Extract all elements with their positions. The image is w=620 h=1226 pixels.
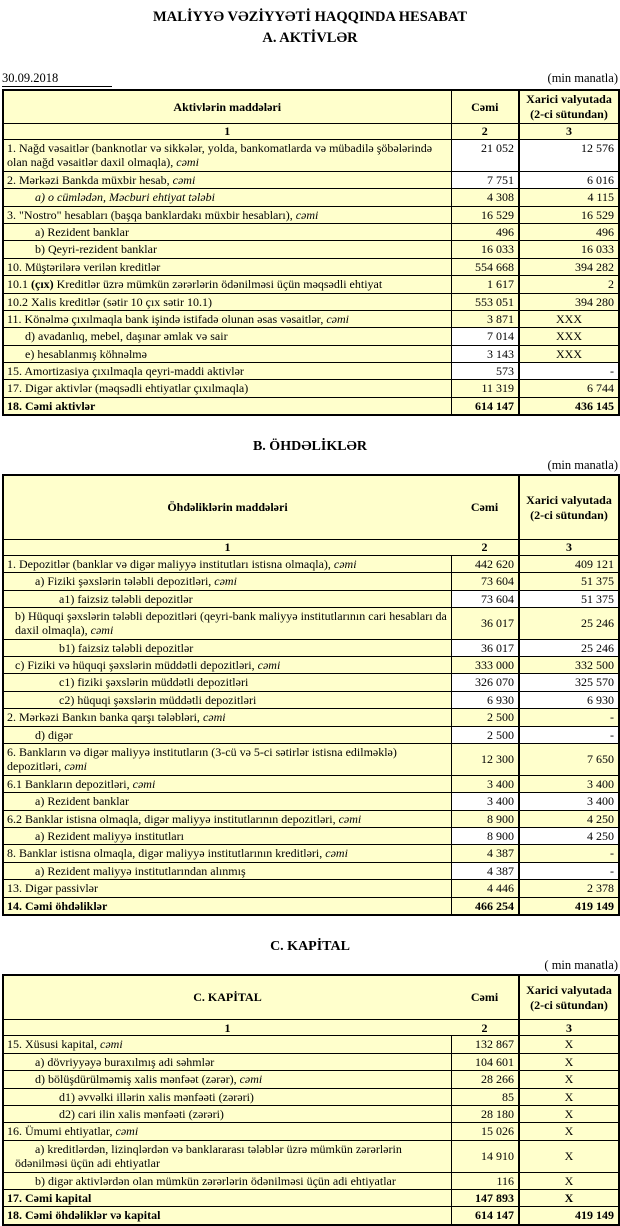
table-row: [3, 657, 619, 674]
row-label: [3, 709, 451, 726]
total-value-cell: 4 387: [451, 862, 519, 879]
label-text: cəmi: [64, 759, 87, 774]
total-value-cell: 16 033: [451, 241, 519, 258]
row-label: [3, 639, 451, 656]
foreign-currency-value-cell: 4 250: [519, 810, 619, 827]
liabilities-index-row: [3, 539, 619, 555]
foreign-currency-value-cell: 51 375: [519, 590, 619, 607]
total-value-cell: 553 051: [451, 293, 519, 310]
section-a-title: A. AKTİVLƏR: [262, 30, 358, 46]
report-date: 30.09.2018: [2, 71, 112, 87]
table-row: [3, 363, 619, 380]
label-text: 14. Cəmi öhdəliklər: [7, 898, 108, 913]
table-row: [3, 241, 619, 258]
label-text: 11. Könəlmə çıxılmaqla bank işində istifadə olunan əsas vəsaitlər,: [7, 311, 327, 326]
total-value-cell: 3 400: [451, 775, 519, 792]
total-value-cell: 3 143: [451, 345, 519, 362]
label-text: 6.1 Bankların depozitləri,: [7, 776, 133, 791]
table-row: [3, 310, 619, 327]
table-row: [3, 1207, 619, 1225]
total-value-cell: 104 601: [451, 1053, 519, 1070]
label-text: cəmi: [239, 1072, 263, 1087]
table-row: [3, 1071, 619, 1088]
assets-table: [2, 89, 620, 416]
label-text: a) Fiziki şəxslərin tələbli depozitləri,: [35, 574, 215, 589]
row-label: [3, 1036, 451, 1053]
row-label: [3, 726, 451, 743]
label-text: 16. Ümumi ehtiyatlar,: [7, 1124, 116, 1139]
total-value-cell: 132 867: [451, 1036, 519, 1053]
table-row: [3, 828, 619, 845]
table-row: [3, 573, 619, 590]
foreign-currency-value-cell: 12 576: [519, 140, 619, 172]
table-row: [3, 775, 619, 792]
row-label: [3, 380, 451, 397]
label-text: cəmi: [132, 776, 156, 791]
capital-header-col2: Cəmi: [451, 975, 519, 1020]
row-label: [3, 691, 451, 708]
unit-note-b: (min manatla): [547, 458, 618, 473]
row-label: [3, 140, 451, 172]
foreign-currency-value-cell: XXX: [519, 345, 619, 362]
row-label: [3, 674, 451, 691]
table-row: [3, 845, 619, 862]
index-cell: 1: [3, 539, 451, 555]
row-label: [3, 744, 451, 776]
table-row: [3, 555, 619, 572]
label-text: 10. Müştərilərə verilən kreditlər: [7, 259, 161, 274]
table-row: [3, 862, 619, 879]
row-label: [3, 897, 451, 915]
foreign-currency-value-cell: 25 246: [519, 607, 619, 639]
foreign-currency-value-cell: 496: [519, 223, 619, 240]
label-text: c) Fiziki və hüquqi şəxslərin müddətli depozitləri,: [15, 658, 258, 673]
foreign-currency-value-cell: -: [519, 363, 619, 380]
row-label: [3, 310, 451, 327]
foreign-currency-value-cell: X: [519, 1071, 619, 1088]
total-value-cell: 36 017: [451, 607, 519, 639]
row-label: [3, 345, 451, 362]
label-text: a) Rezident banklar: [35, 224, 129, 239]
assets-header-col2: Cəmi: [451, 90, 519, 124]
table-row: [3, 810, 619, 827]
label-text: cəmi: [172, 172, 196, 187]
label-text: cəmi: [115, 1124, 139, 1139]
foreign-currency-value-cell: 394 280: [519, 293, 619, 310]
assets-header-row: [3, 90, 619, 124]
row-label: [3, 793, 451, 810]
label-text: a) dövriyyəyə buraxılmış adi səhmlər: [35, 1054, 215, 1069]
row-label: [3, 397, 451, 415]
total-value-cell: 4 446: [451, 880, 519, 897]
row-label: [3, 573, 451, 590]
total-value-cell: 28 180: [451, 1106, 519, 1123]
label-text: 2. Mərkəzi Bankın banka qarşı tələbləri,: [7, 710, 203, 725]
total-value-cell: 36 017: [451, 639, 519, 656]
row-label: [3, 590, 451, 607]
row-label: [3, 1053, 451, 1070]
label-text: 6.2 Banklar istisna olmaqla, digər maliyyə institutlarının depozitləri,: [7, 811, 339, 826]
total-value-cell: 496: [451, 223, 519, 240]
capital-header-row: [3, 975, 619, 1020]
liabilities-header-col1: Öhdəliklərin maddələri: [3, 475, 451, 539]
foreign-currency-value-cell: -: [519, 726, 619, 743]
foreign-currency-value-cell: 6 016: [519, 171, 619, 188]
table-row: [3, 171, 619, 188]
total-value-cell: 614 147: [451, 1207, 519, 1225]
total-value-cell: 614 147: [451, 397, 519, 415]
foreign-currency-value-cell: 6 930: [519, 691, 619, 708]
label-text: a1) faizsiz tələbli depozitlər: [59, 591, 193, 606]
label-text: d2) cari ilin xalis mənfəəti (zərəri): [59, 1107, 224, 1122]
table-row: [3, 223, 619, 240]
row-label: [3, 363, 451, 380]
foreign-currency-value-cell: 4 115: [519, 189, 619, 206]
row-label: [3, 845, 451, 862]
total-value-cell: 11 319: [451, 380, 519, 397]
foreign-currency-value-cell: -: [519, 862, 619, 879]
table-row: [3, 397, 619, 415]
total-value-cell: 3 871: [451, 310, 519, 327]
foreign-currency-value-cell: XXX: [519, 310, 619, 327]
label-text: cəmi: [90, 623, 114, 638]
section-b-title: B. ÖHDƏLİKLƏR: [252, 439, 368, 455]
table-row: [3, 897, 619, 915]
row-label: [3, 206, 451, 223]
label-text: 3. "Nostro" hesabları (başqa banklardakı müxbir hesabları),: [7, 207, 296, 222]
label-text: a) kreditlərdən, lizinqlərdən və banklararası tələblər üzrə mümkün zərərlərin ödənilməsi üçün adi ehtiyatlar: [15, 1141, 402, 1171]
label-text: 2. Mərkəzi Bankda müxbir hesab,: [7, 172, 173, 187]
table-row: [3, 328, 619, 345]
label-text: 18. Cəmi aktivlər: [7, 398, 96, 413]
foreign-currency-value-cell: 409 121: [519, 555, 619, 572]
foreign-currency-value-cell: 3 400: [519, 793, 619, 810]
liabilities-header-row: [3, 475, 619, 539]
capital-header-col1: C. KAPİTAL: [3, 975, 451, 1020]
table-row: [3, 709, 619, 726]
foreign-currency-value-cell: 325 570: [519, 674, 619, 691]
label-text: 1. Depozitlər (banklar və digər maliyyə institutları istisna olmaqla),: [7, 556, 334, 571]
row-label: [3, 241, 451, 258]
row-label: [3, 657, 451, 674]
table-row: [3, 1172, 619, 1189]
total-value-cell: 12 300: [451, 744, 519, 776]
total-value-cell: 73 604: [451, 590, 519, 607]
total-value-cell: 8 900: [451, 810, 519, 827]
assets-index-row: [3, 124, 619, 140]
label-text: cəmi: [257, 658, 281, 673]
index-cell: 1: [3, 124, 451, 140]
label-text: 17. Digər aktivlər (məqsədli ehtiyatlar çıxılmaqla): [7, 381, 249, 396]
row-label: [3, 1088, 451, 1105]
total-value-cell: 442 620: [451, 555, 519, 572]
table-row: [3, 726, 619, 743]
foreign-currency-value-cell: XXX: [519, 328, 619, 345]
page-title: MALİYYƏ VƏZİYYƏTİ HAQQINDA HESABAT: [153, 9, 467, 25]
total-value-cell: 1 617: [451, 276, 519, 293]
row-label: [3, 1071, 451, 1088]
foreign-currency-value-cell: 2: [519, 276, 619, 293]
label-text: cəmi: [326, 311, 349, 326]
label-text: a) Rezident banklar: [35, 794, 129, 809]
label-text: b) digər aktivlərdən olan mümkün zərərlərin ödənilməsi üçün adi ehtiyatlar: [35, 1173, 396, 1188]
total-value-cell: 15 026: [451, 1123, 519, 1140]
total-value-cell: 16 529: [451, 206, 519, 223]
row-label: [3, 1106, 451, 1123]
capital-index-row: [3, 1020, 619, 1036]
row-label: [3, 293, 451, 310]
label-text: b1) faizsiz tələbli depozitlər: [59, 640, 194, 655]
total-value-cell: 3 400: [451, 793, 519, 810]
total-value-cell: 573: [451, 363, 519, 380]
table-row: [3, 276, 619, 293]
assets-header-col1: Aktivlərin maddələri: [3, 90, 451, 124]
foreign-currency-value-cell: X: [519, 1172, 619, 1189]
table-row: [3, 206, 619, 223]
index-cell: 3: [519, 124, 619, 140]
row-label: [3, 862, 451, 879]
unit-note-c: ( min manatla): [544, 957, 618, 972]
row-label: [3, 607, 451, 639]
label-text: c1) fiziki şəxslərin müddətli depozitləri: [59, 675, 249, 690]
section-c-title: C. KAPİTAL: [270, 938, 350, 954]
foreign-currency-value-cell: X: [519, 1140, 619, 1172]
foreign-currency-value-cell: X: [519, 1036, 619, 1053]
row-label: [3, 189, 451, 206]
row-label: [3, 1123, 451, 1140]
foreign-currency-value-cell: 419 149: [519, 897, 619, 915]
total-value-cell: 2 500: [451, 709, 519, 726]
total-value-cell: 2 500: [451, 726, 519, 743]
foreign-currency-value-cell: 332 500: [519, 657, 619, 674]
table-row: [3, 1123, 619, 1140]
label-text: 1. Nağd vəsaitlər (banknotlar və sikkələr, yolda, bankomatlarda və mübadilə şöbələrində olan nağd vəsaitlər daxil olmaqla),: [7, 141, 433, 170]
table-row: [3, 380, 619, 397]
foreign-currency-value-cell: 51 375: [519, 573, 619, 590]
row-label: [3, 828, 451, 845]
table-row: [3, 744, 619, 776]
index-cell: 1: [3, 1020, 451, 1036]
label-text: 6. Bankların və digər maliyyə institutların (3-cü və 5-ci sətirlər istisna edilməklə) depozitləri,: [7, 745, 397, 774]
unit-note-a: (min manatla): [547, 71, 618, 85]
row-label: [3, 1172, 451, 1189]
foreign-currency-value-cell: 16 033: [519, 241, 619, 258]
total-value-cell: 28 266: [451, 1071, 519, 1088]
foreign-currency-value-cell: X: [519, 1123, 619, 1140]
row-label: [3, 1189, 451, 1206]
foreign-currency-value-cell: 419 149: [519, 1207, 619, 1225]
foreign-currency-value-cell: -: [519, 709, 619, 726]
row-label: [3, 1140, 451, 1172]
label-text: 10.2 Xalis kreditlər (sətir 10 çıx sətir 10.1): [7, 294, 212, 309]
table-row: [3, 1036, 619, 1053]
label-text: b) Hüquqi şəxslərin tələbli depozitləri (qeyri-bank maliyyə institutlarının cari hesabları da daxil olmaqla),: [15, 608, 447, 638]
foreign-currency-value-cell: -: [519, 845, 619, 862]
table-row: [3, 189, 619, 206]
table-row: [3, 1053, 619, 1070]
total-value-cell: 4 387: [451, 845, 519, 862]
foreign-currency-value-cell: X: [519, 1106, 619, 1123]
foreign-currency-value-cell: 4 250: [519, 828, 619, 845]
label-text: Kreditlər üzrə mümkün zərərlərin ödənilməsi üçün məqsədli ehtiyat: [53, 277, 383, 292]
row-label: [3, 880, 451, 897]
total-value-cell: 7 014: [451, 328, 519, 345]
label-text: cəmi: [325, 846, 348, 861]
table-row: [3, 793, 619, 810]
total-value-cell: 4 308: [451, 189, 519, 206]
table-row: [3, 258, 619, 275]
row-label: [3, 1207, 451, 1225]
liabilities-header-col2: Cəmi: [451, 475, 519, 539]
foreign-currency-value-cell: X: [519, 1189, 619, 1206]
row-label: [3, 555, 451, 572]
label-text: cəmi: [176, 155, 199, 170]
table-row: [3, 674, 619, 691]
label-text: e) hesablanmış köhnəlmə: [25, 346, 147, 361]
label-text: d) avadanlıq, mebel, daşınar əmlak və sair: [25, 329, 228, 344]
label-text: c2) hüquqi şəxslərin müddətli depozitləri: [59, 692, 257, 707]
table-row: [3, 293, 619, 310]
row-label: [3, 171, 451, 188]
label-text: (çıx): [31, 277, 54, 292]
capital-header-col3: Xarici valyutada (2-ci sütundan): [519, 975, 619, 1020]
foreign-currency-value-cell: 3 400: [519, 775, 619, 792]
total-value-cell: 85: [451, 1088, 519, 1105]
table-row: [3, 639, 619, 656]
report-header: [0, 7, 620, 49]
label-text: 8. Banklar istisna olmaqla, digər maliyyə institutlarının kreditləri,: [7, 846, 326, 861]
total-value-cell: 326 070: [451, 674, 519, 691]
total-value-cell: 147 893: [451, 1189, 519, 1206]
index-cell: 2: [451, 124, 519, 140]
table-row: [3, 345, 619, 362]
label-text: d1) əvvəlki illərin xalis mənfəəti (zərəri): [59, 1089, 254, 1104]
index-cell: 2: [451, 539, 519, 555]
foreign-currency-value-cell: 2 378: [519, 880, 619, 897]
index-cell: 3: [519, 539, 619, 555]
total-value-cell: 116: [451, 1172, 519, 1189]
foreign-currency-value-cell: 394 282: [519, 258, 619, 275]
label-text: cəmi: [338, 811, 362, 826]
meta-row: [2, 71, 618, 87]
label-text: 17. Cəmi kapital: [7, 1190, 92, 1205]
table-row: [3, 1088, 619, 1105]
index-cell: 3: [519, 1020, 619, 1036]
label-text: a) Rezident maliyyə institutlarından alınmış: [35, 863, 246, 878]
foreign-currency-value-cell: 6 744: [519, 380, 619, 397]
label-text: 10.1: [7, 277, 31, 292]
label-text: a) o cümlədən, Məcburi ehtiyat tələbi: [35, 190, 215, 205]
total-value-cell: 73 604: [451, 573, 519, 590]
row-label: [3, 775, 451, 792]
table-row: [3, 1189, 619, 1206]
row-label: [3, 328, 451, 345]
label-text: cəmi: [214, 574, 237, 589]
total-value-cell: 554 668: [451, 258, 519, 275]
row-label: [3, 810, 451, 827]
foreign-currency-value-cell: X: [519, 1088, 619, 1105]
total-value-cell: 8 900: [451, 828, 519, 845]
foreign-currency-value-cell: 25 246: [519, 639, 619, 656]
row-label: [3, 276, 451, 293]
total-value-cell: 6 930: [451, 691, 519, 708]
label-text: cəmi: [295, 207, 319, 222]
label-text: cəmi: [202, 710, 226, 725]
row-label: [3, 223, 451, 240]
foreign-currency-value-cell: 436 145: [519, 397, 619, 415]
label-text: d) digər: [35, 727, 73, 742]
table-row: [3, 1140, 619, 1172]
table-row: [3, 880, 619, 897]
total-value-cell: 14 910: [451, 1140, 519, 1172]
total-value-cell: 7 751: [451, 171, 519, 188]
assets-header-col3: Xarici valyutada (2-ci sütundan): [519, 90, 619, 124]
liabilities-table: [2, 474, 620, 916]
total-value-cell: 466 254: [451, 897, 519, 915]
label-text: cəmi: [100, 1037, 123, 1052]
row-label: [3, 258, 451, 275]
liabilities-header-col3: Xarici valyutada (2-ci sütundan): [519, 475, 619, 539]
foreign-currency-value-cell: X: [519, 1053, 619, 1070]
table-row: [3, 1106, 619, 1123]
total-value-cell: 21 052: [451, 140, 519, 172]
table-row: [3, 607, 619, 639]
total-value-cell: 333 000: [451, 657, 519, 674]
table-row: [3, 590, 619, 607]
foreign-currency-value-cell: 7 650: [519, 744, 619, 776]
label-text: 18. Cəmi öhdəliklər və kapital: [7, 1208, 161, 1223]
label-text: b) Qeyri-rezident banklar: [35, 242, 157, 257]
label-text: cəmi: [333, 556, 357, 571]
table-row: [3, 691, 619, 708]
label-text: d) bölüşdürülməmiş xalis mənfəət (zərər),: [35, 1072, 240, 1087]
label-text: 13. Digər passivlər: [7, 881, 98, 896]
foreign-currency-value-cell: 16 529: [519, 206, 619, 223]
label-text: a) Rezident maliyyə institutları: [35, 829, 184, 843]
label-text: 15. Amortizasiya çıxılmaqla qeyri-maddi aktivlər: [7, 364, 244, 379]
capital-table: [2, 974, 620, 1226]
label-text: 15. Xüsusi kapital,: [7, 1037, 100, 1052]
table-row: [3, 140, 619, 172]
index-cell: 2: [451, 1020, 519, 1036]
